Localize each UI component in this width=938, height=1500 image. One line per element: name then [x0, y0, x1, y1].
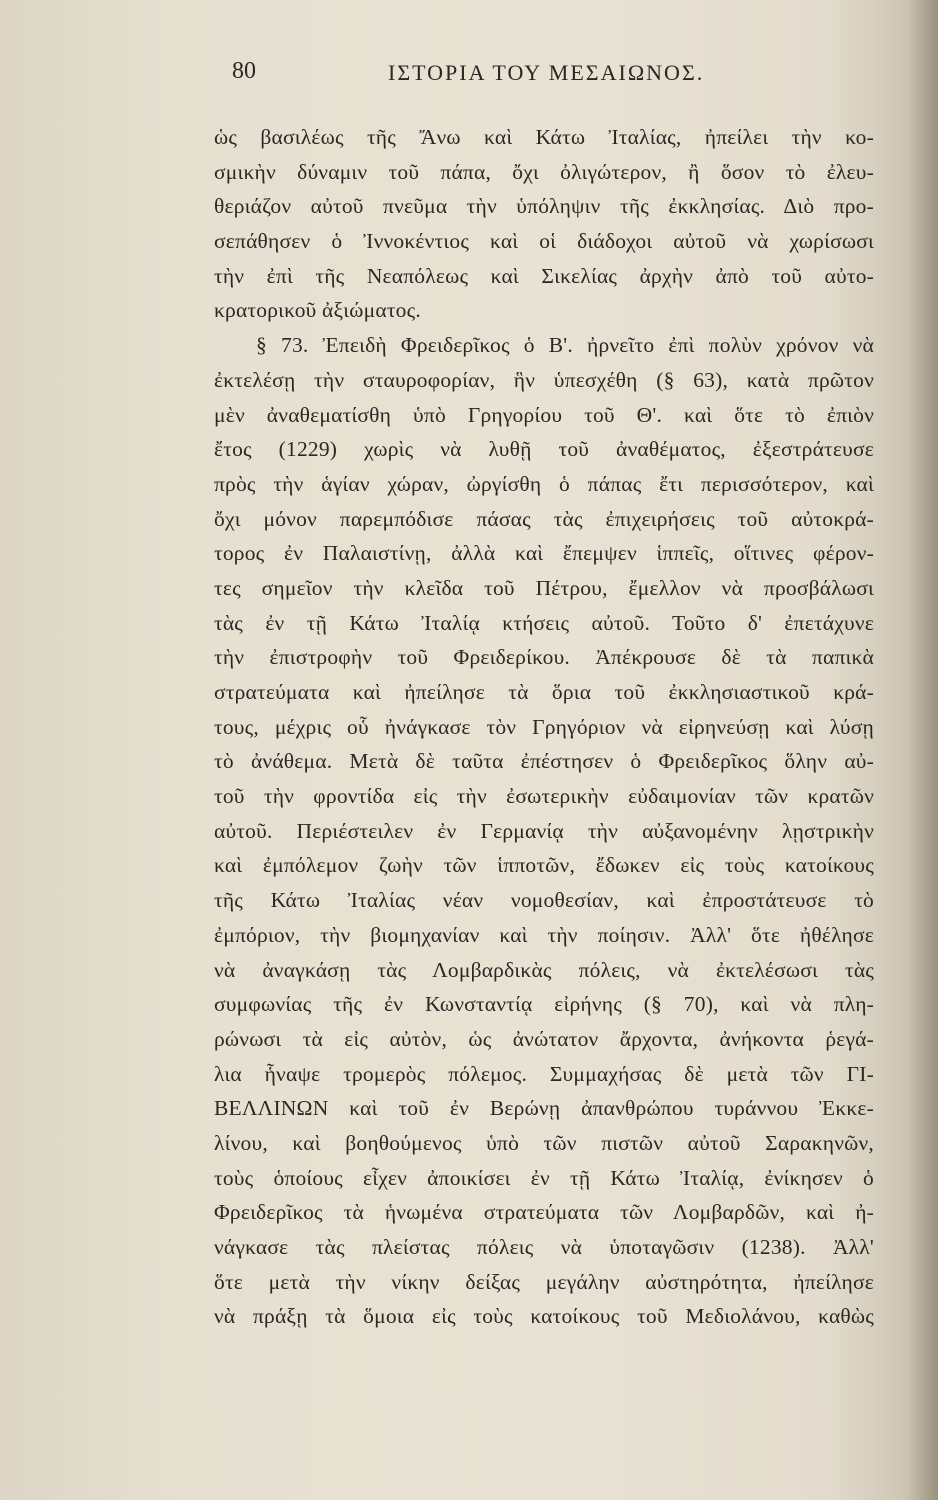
page-edge-shadow [908, 0, 938, 1500]
text-line: λια ἧναψε τρομερὸς πόλεμος. Συμμαχήσας δὲ μετὰ τῶν ΓΙ- [214, 1061, 874, 1086]
text-line: ὡς βασιλέως τῆς Ἄνω καὶ Κάτω Ἰταλίας, ἠπείλει τὴν κο- [214, 125, 874, 149]
text-line: τὴν ἐπιστροφὴν τοῦ Φρειδερίκου. Ἀπέκρουσε δὲ τὰ παπικὰ [214, 645, 874, 670]
text-line: νὰ ἀναγκάσῃ τὰς Λομβαρδικὰς πόλεις, νὰ ἐκτελέσωσι τὰς [214, 957, 874, 982]
text-line: τοῦ τὴν φροντίδα εἰς τὴν ἐσωτερικὴν εὐδαιμονίαν τῶν κρατῶν [214, 784, 874, 809]
text-line: τὰς ἐν τῇ Κάτω Ἰταλίᾳ κτήσεις αὐτοῦ. Τοῦτο δ' ἐπετάχυνε [214, 610, 874, 635]
text-line: λίνου, καὶ βοηθούμενος ὑπὸ τῶν πιστῶν αὐτοῦ Σαρακηνῶν, [214, 1130, 874, 1155]
text-line: ἐκτελέσῃ τὴν σταυροφορίαν, ἣν ὑπεσχέθη (§ 63), κατὰ πρῶτον [214, 367, 874, 392]
text-line: τες σημεῖον τὴν κλεῖδα τοῦ Πέτρου, ἔμελλον νὰ προσβάλωσι [214, 575, 874, 600]
text-line: ὄχι μόνον παρεμπόδισε πάσας τὰς ἐπιχειρήσεις τοῦ αὐτοκρά- [214, 506, 874, 531]
text-line: τους, μέχρις οὗ ἠνάγκασε τὸν Γρηγόριον νὰ εἰρηνεύσῃ καὶ λύσῃ [214, 714, 874, 739]
text-line: τορος ἐν Παλαιστίνῃ, ἀλλὰ καὶ ἔπεμψεν ἱππεῖς, οἵτινες φέρον- [214, 541, 874, 566]
text-line: στρατεύματα καὶ ἠπείλησε τὰ ὅρια τοῦ ἐκκλησιαστικοῦ κρά- [214, 680, 874, 704]
text-line: κρατορικοῦ ἀξιώματος. [214, 298, 421, 323]
text-line: αὐτοῦ. Περιέστειλεν ἐν Γερμανίᾳ τὴν αὐξανομένην λῃστρικὴν [214, 818, 874, 843]
text-line: νάγκασε τὰς πλείστας πόλεις νὰ ὑποταγῶσιν (1238). Ἀλλ' [214, 1235, 874, 1259]
text-line: τοὺς ὁποίους εἶχεν ἀποικίσει ἐν τῇ Κάτω Ἰταλίᾳ, ἐνίκησεν ὁ [214, 1165, 874, 1190]
text-line: τὸ ἀνάθεμα. Μετὰ δὲ ταῦτα ἐπέστησεν ὁ Φρειδερῖκος ὅλην αὐ- [214, 749, 874, 774]
section-heading-line: § 73. Ἐπειδὴ Φρειδερῖκος ὁ Β'. ἠρνεῖτο ἐπὶ πολὺν χρόνον νὰ [256, 333, 874, 358]
text-line: συμφωνίας τῆς ἐν Κωνσταντίᾳ εἰρήνης (§ 70), καὶ νὰ πλη- [214, 992, 874, 1017]
text-line: μὲν ἀναθεματίσθη ὑπὸ Γρηγορίου τοῦ Θ'. καὶ ὅτε τὸ ἐπιὸν [214, 402, 874, 427]
text-line: ἔτος (1229) χωρὶς νὰ λυθῇ τοῦ ἀναθέματος, ἐξεστράτευσε [214, 437, 874, 462]
text-line: Φρειδερῖκος τὰ ἡνωμένα στρατεύματα τῶν Λομβαρδῶν, καὶ ἠ- [214, 1200, 874, 1225]
running-title: ΙΣΤΟΡΙΑ ΤΟΥ ΜΕΣΑΙΩΝΟΣ. [388, 60, 705, 85]
text-line: νὰ πράξῃ τὰ ὅμοια εἰς τοὺς κατοίκους τοῦ Μεδιολάνου, καθὼς [214, 1304, 874, 1329]
text-line: ὅτε μετὰ τὴν νίκην δείξας μεγάλην αὐστηρότητα, ἠπείλησε [214, 1269, 874, 1294]
text-line: τὴν ἐπὶ τῆς Νεαπόλεως καὶ Σικελίας ἀρχὴν ἀπὸ τοῦ αὐτο- [214, 263, 874, 288]
text-line: ρώνωσι τὰ εἰς αὐτὸν, ὡς ἀνώτατον ἄρχοντα, ἀνήκοντα ῥεγά- [214, 1026, 874, 1051]
page-number: 80 [232, 58, 256, 84]
text-line: πρὸς τὴν ἁγίαν χώραν, ὠργίσθη ὁ πάπας ἔτι περισσότερον, καὶ [214, 471, 874, 496]
page-header [232, 58, 792, 98]
text-line: σμικὴν δύναμιν τοῦ πάπα, ὄχι ὀλιγώτερον, ἢ ὅσον τὸ ἐλευ- [214, 159, 874, 184]
text-line: καὶ ἐμπόλεμον ζωὴν τῶν ἱπποτῶν, ἔδωκεν εἰς τοὺς κατοίκους [214, 853, 874, 878]
text-line: θεριάζον αὐτοῦ πνεῦμα τὴν ὑπόληψιν τῆς ἐκκλησίας. Διὸ προ- [214, 194, 874, 219]
text-line: ἐμπόριον, τὴν βιομηχανίαν καὶ τὴν ποίησιν. Ἀλλ' ὅτε ἠθέλησε [214, 922, 874, 947]
text-line: ΒΕΛΛΙΝΩΝ καὶ τοῦ ἐν Βερώνῃ ἀπανθρώπου τυράννου Ἐκκε- [214, 1096, 874, 1121]
text-line: σεπάθησεν ὁ Ἰννοκέντιος καὶ οἱ διάδοχοι αὐτοῦ νὰ χωρίσωσι [214, 229, 874, 254]
text-line: τῆς Κάτω Ἰταλίας νέαν νομοθεσίαν, καὶ ἐπροστάτευσε τὸ [214, 888, 874, 913]
body-text [214, 120, 874, 1334]
